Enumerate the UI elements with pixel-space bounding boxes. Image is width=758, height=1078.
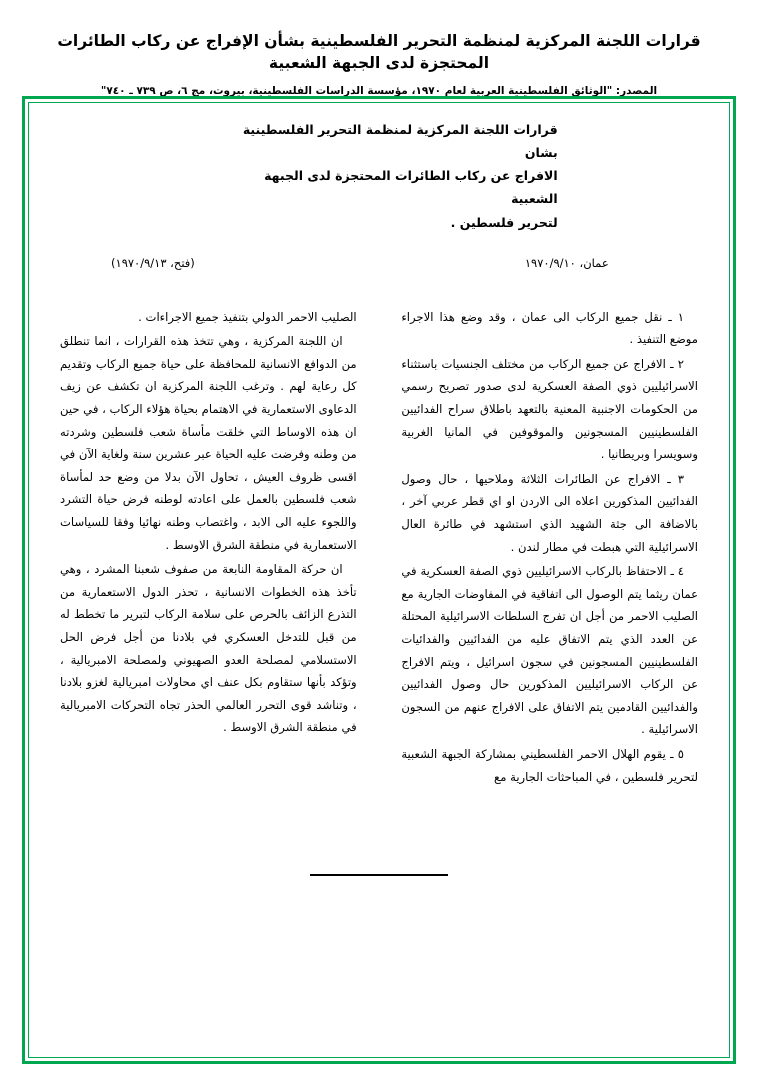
paragraph: ٣ ـ الافراج عن الطائرات الثلاثة وملاحيها ، حال وصول الفدائيين المذكورين اعلاه الى الاردن او اي قطر عربي آخر ، بالاضافة الى جثة الشهيد الذي استشهد في طائرة العال الاسرائيلية التي هبطت في مطار لندن .	[401, 471, 698, 554]
document-title-block	[226, 118, 558, 234]
document-body	[60, 118, 698, 876]
text-columns	[60, 306, 698, 790]
paragraph: ٥ ـ يقوم الهلال الاحمر الفلسطيني بمشاركة الجبهة الشعبية لتحرير فلسطين ، في المباحثات الجارية مع	[401, 746, 698, 784]
paragraph: ٤ ـ الاحتفاظ بالركاب الاسرائيليين ذوي الصفة العسكرية في عمان ريثما يتم الوصول الى اتفاقية في المفاوضات الجارية مع الصليب الاحمر من أجل ان تفرج السلطات الاسرائيلية المحتلة عن العدد الذي يتم الاتفاق عليه من الفدائيين والفدائيات الفلسطينيين المسجونين في سجون اسرائيل ، ويتم الافراج عن الركاب الاسرائيليين المذكورين حال وصول الفدائيين والفدائيين القادمين يتم الاتفاق على الافراج عنهم من السجون الاسرائيلية .	[401, 564, 698, 737]
right-column	[401, 306, 698, 790]
place-and-date: عمان، ١٩٧٠/٩/١٠	[524, 255, 609, 270]
section-divider	[310, 874, 448, 876]
publication-date: (فتح، ١٩٧٠/٩/١٣)	[111, 255, 195, 270]
paragraph: ١ ـ نقل جميع الركاب الى عمان ، وقد وضع هذا الاجراء موضع التنفيذ .	[401, 309, 698, 347]
document-header	[0, 0, 758, 99]
document-title-line-2: الافراج عن ركاب الطائرات المحتجزة لدى الجبهة الشعبية	[264, 168, 558, 207]
paragraph: ٢ ـ الافراج عن جميع الركاب من مختلف الجنسيات باستثناء الاسرائيليين ذوي الصفة العسكرية لدى صدور تصريح رسمي من الحكومات الاجنبية المعنية بالتعهد باطلاق سراح الفدائيين الفلسطينيين المسجونين والموقوفين في المانيا الغربية وسويسرا وبريطانيا .	[401, 356, 698, 462]
paragraph: ان اللجنة المركزية ، وهي تتخذ هذه القرارات ، انما تنطلق من الدوافع الانسانية للمحافظة على حياة جميع الركاب وتقديم كل رعاية لهم . وترغب اللجنة المركزية ان تكشف عن زيف الدعاوى الاستعمارية في الاهتمام بحياة هؤلاء الركاب ، في حين ان هذه الاوساط التي خلقت مأساة شعب فلسطين وشردته من وطنه وفرضت عليه الحياة عبر عشرين سنة ولغاية الآن في اقسى ظروف العيش ، تحاول الآن بدلا من وضع حد لمأساة شعب فلسطين بالعمل على اعادته لوطنه فرض حياة التشرد واللجوء عليه الى الابد ، واغتصاب وطنه نهائيا وفقا للسياسات الاستعمارية في منطقة الشرق الاوسط .	[60, 334, 357, 552]
left-column	[60, 306, 357, 790]
source-citation: المصدر: "الوثائق الفلسطينية العربية لعام ١٩٧٠، مؤسسة الدراسات الفلسطينية، بيروت، مج ٦، ص ٧٣٩ ـ ٧٤٠"	[100, 84, 658, 97]
paragraph: الصليب الاحمر الدولي بتنفيذ جميع الاجراءات .	[138, 309, 357, 324]
document-title-line-3: لتحرير فلسطين .	[450, 214, 558, 230]
section-divider-wrap	[60, 834, 698, 876]
page-title: قرارات اللجنة المركزية لمنظمة التحرير الفلسطينية بشأن الإفراج عن ركاب الطائرات المحتجزة لدى الجبهة الشعبية	[57, 32, 701, 73]
paragraph: ان حركة المقاومة النابعة من صفوف شعبنا المشرد ، وهي تأخذ هذه الخطوات الانسانية ، تحذر الدول الاستعمارية من التذرع الزائف بالحرص على سلامة الركاب لتبرير ما تخطط له من قبل للتدخل العسكري في بلادنا من أجل فرض الحل الاستسلامي لمصلحة العدو الصهيوني ولمصلحة الامبريالية ، وتؤكد بأنها ستقاوم بكل عنف اي محاولات امبريالية لغزو بلادنا ، وتناشد قوى التحرر العالمي الحذر تجاه التحركات الامبريالية في منطقة الشرق الاوسط .	[60, 562, 357, 735]
document-meta-row	[60, 256, 698, 270]
document-title-line-1: قرارات اللجنة المركزية لمنظمة التحرير الفلسطينية بشان	[242, 122, 558, 161]
